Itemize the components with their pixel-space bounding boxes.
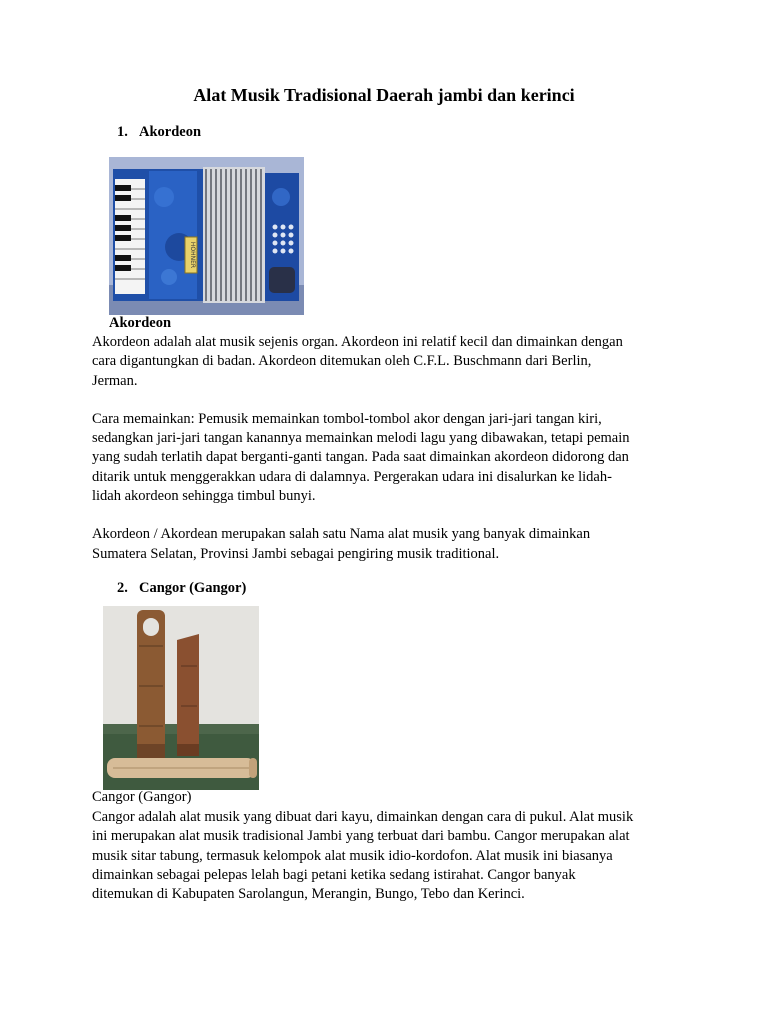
section-number: 2.	[117, 580, 128, 596]
section-title: Akordeon	[139, 124, 202, 140]
section-heading-akordeon	[117, 124, 201, 141]
section-body-cangor	[92, 808, 682, 904]
section-title: Cangor (Gangor)	[139, 580, 247, 596]
paragraph: Akordeon adalah alat musik sejenis organ. Akordeon ini relatif kecil dan dimainkan dengan cara digantungkan di badan. Akordeon ditemukan oleh C.F.L. Buschmann dari Berlin, Jerman.	[92, 334, 623, 389]
cangor-image	[103, 606, 259, 790]
section-body-akordeon	[92, 333, 682, 564]
document-title: Alat Musik Tradisional Daerah jambi dan kerinci	[193, 85, 575, 105]
section-heading-cangor	[117, 580, 246, 597]
accordion-image	[109, 157, 304, 315]
brand-label: HOHNER	[189, 241, 196, 269]
image-caption-cangor: Cangor (Gangor)	[92, 789, 192, 805]
paragraph: Akordeon / Akordean merupakan salah satu Nama alat musik yang banyak dimainkan Sumatera Selatan, Provinsi Jambi sebagai pengiring musik traditional.	[92, 526, 591, 562]
image-caption-akordeon: Akordeon	[109, 315, 172, 331]
paragraph: Cara memainkan: Pemusik memainkan tombol-tombol akor dengan jari-jari tangan kiri, sedangkan jari-jari tangan kanannya memainkan melodi lagu yang dibawakan, tetapi pemain yang sudah terlatih dapat berganti-ganti tangan. Pada saat dimainkan akordeon didorong dan ditarik untuk menggerakkan udara di dalamnya. Pergerakan udara ini disalurkan ke lidah- lidah akordeon sehingga timbul bunyi.	[92, 410, 630, 505]
section-number: 1.	[117, 124, 128, 140]
paragraph: Cangor adalah alat musik yang dibuat dari kayu, dimainkan dengan cara di pukul. Alat musik ini merupakan alat musik tradisional Jambi yang terbuat dari bambu. Cangor merupakan alat musik sitar tabung, termasuk kelompok alat musik idio-kordofon. Alat musik ini biasanya dimainkan sebagai pelepas lelah bagi petani ketika sedang istirahat. Cangor banyak ditemukan di Kabupaten Sarolangun, Merangin, Bungo, Tebo dan Kerinci.	[92, 809, 634, 903]
